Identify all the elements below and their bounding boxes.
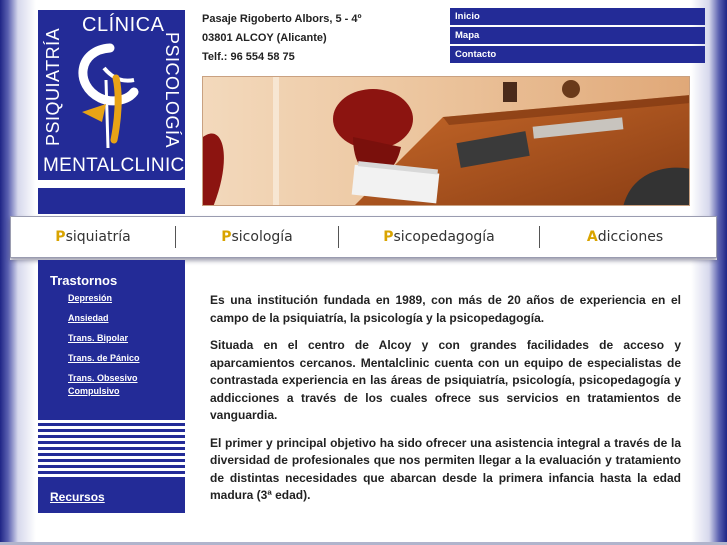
clinic-logo[interactable] [38, 10, 185, 180]
category-psiquiatria[interactable]: Psiquiatría [55, 229, 131, 245]
logo-text-psicologia: PSICOLOGÍA [162, 32, 182, 149]
top-navigation [450, 8, 705, 65]
logo-text-clinica: CLÍNICA [82, 14, 165, 36]
content-paragraph: El primer y principal objetivo ha sido ofrecer una asistencia integral a través de la diversidad de profesionales que nos permiten llegar a la evaluación y tratamiento de distintas necesidades que abarcan desde la primera infancia hasta la edad madura (3ª edad). [210, 435, 681, 502]
office-photo [202, 76, 690, 206]
address-street: Pasaje Rigoberto Albors, 5 - 4º [202, 13, 362, 25]
sidebar-item-obsesivo[interactable]: Trans. Obsesivo Compulsivo [68, 373, 138, 396]
category-psicopedagogia[interactable]: Psicopedagogía [383, 229, 495, 245]
content-paragraph: Es una institución fundada en 1989, con más de 20 años de experiencia en el campo de la psiquiatría, la psicología y la psicopedagogía. [210, 293, 681, 325]
sidebar-item-panico[interactable]: Trans. de Pánico [68, 353, 140, 363]
sidebar-stripes [38, 420, 185, 480]
sidebar-trastornos [38, 260, 185, 420]
sidebar-recursos [38, 480, 185, 513]
logo-text-psiquiatria: PSIQUIATRÍA [43, 27, 63, 146]
nav-inicio[interactable]: Inicio [450, 8, 705, 25]
recursos-link[interactable]: Recursos [50, 490, 105, 504]
sidebar-top-block [38, 188, 185, 214]
category-adicciones[interactable]: Adicciones [586, 229, 664, 245]
psi-symbol-icon [68, 40, 158, 150]
main-content [210, 292, 681, 515]
category-psicologia[interactable]: Psicología [221, 229, 293, 245]
content-paragraph: Situada en el centro de Alcoy y con grandes facilidades de acceso y aparcamientos cercanos. Mentalclinic cuenta con un equipo de especialistas de contrastada experiencia en las áreas de psiquiatría, psicología, psicopedagogía y addicciones a través de los cuales ofrece sus servicios en tratamientos de vanguardia. [210, 338, 681, 422]
nav-contacto[interactable]: Contacto [450, 46, 705, 63]
address-block [202, 10, 361, 67]
address-phone: Telf.: 96 554 58 75 [202, 51, 295, 63]
address-city: 03801 ALCOY (Alicante) [202, 32, 327, 44]
sidebar-item-bipolar[interactable]: Trans. Bipolar [68, 333, 129, 343]
sidebar-item-ansiedad[interactable]: Ansiedad [68, 313, 109, 323]
sidebar-item-depresion[interactable]: Depresión [68, 293, 113, 303]
sidebar-title: Trastornos [50, 273, 118, 288]
nav-mapa[interactable]: Mapa [450, 27, 705, 44]
logo-text-mentalclinic: MENTALCLINIC [43, 155, 185, 176]
category-menu [10, 216, 717, 258]
